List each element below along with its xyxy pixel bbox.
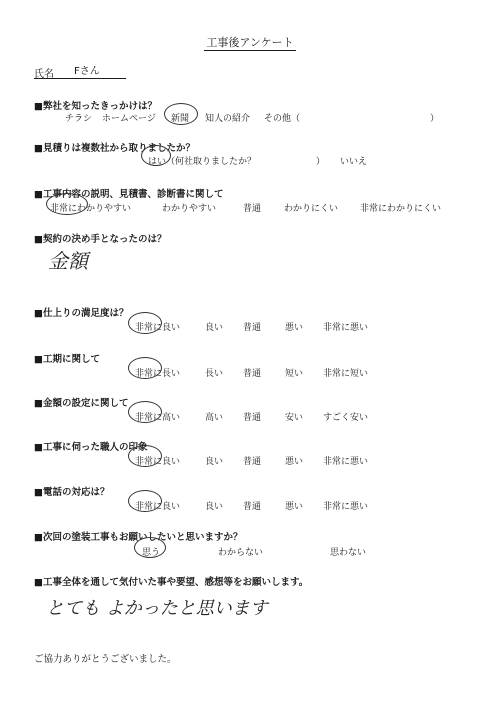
option-1[interactable]: 非常にわかりやすい: [50, 204, 132, 214]
option-1[interactable]: 非常に高い: [135, 413, 181, 423]
option-3[interactable]: 普通: [243, 457, 262, 467]
option-1[interactable]: 非常に長い: [135, 369, 181, 379]
closing-message: ご協力ありがとうございました。: [34, 654, 177, 665]
option-5[interactable]: 非常に悪い: [323, 323, 369, 333]
selection-circle: [128, 357, 162, 379]
option-2[interactable]: 良い: [205, 457, 224, 467]
option-other-close: ）: [430, 114, 440, 124]
option-no[interactable]: いいえ: [340, 157, 368, 167]
question-referral: ■弊社を知ったきっかけは？: [34, 101, 157, 112]
option-no[interactable]: 思わない: [330, 548, 367, 558]
option-3[interactable]: 普通: [243, 502, 262, 512]
selection-circle: [128, 445, 162, 467]
option-3[interactable]: 普通: [243, 323, 262, 333]
question-next-time: ■次回の塗装工事もお願いしたいと思いますか？: [34, 532, 243, 543]
option-homepage[interactable]: ホームページ: [102, 114, 156, 124]
selection-circle: [46, 193, 88, 215]
option-1[interactable]: 非常に良い: [135, 502, 181, 512]
selection-circle: [164, 103, 198, 125]
option-newspaper[interactable]: 新聞: [171, 114, 190, 124]
question-estimates: ■見積りは複数社から取りましたか？: [34, 143, 195, 154]
option-4[interactable]: 安い: [285, 413, 304, 423]
question-phone: ■電話の対応は？: [34, 487, 110, 498]
option-yes-close: ）: [316, 157, 326, 167]
option-3[interactable]: 普通: [243, 413, 262, 423]
question-deciding-factor: ■契約の決め手となったのは？: [34, 234, 167, 245]
question-explanation: ■工事内容の説明、見積書、診断書に関して: [34, 189, 224, 200]
option-other[interactable]: その他（: [264, 114, 301, 124]
option-5[interactable]: 非常に短い: [323, 369, 369, 379]
option-3[interactable]: 普通: [243, 369, 262, 379]
option-2[interactable]: 良い: [205, 502, 224, 512]
option-2[interactable]: わかりやすい: [162, 204, 217, 214]
name-label: 氏名: [34, 69, 54, 80]
name-underline: [34, 78, 126, 79]
option-2[interactable]: 高い: [205, 413, 224, 423]
option-unsure[interactable]: わからない: [218, 548, 264, 558]
selection-circle: [134, 537, 166, 558]
question-price: ■金額の設定に関して: [34, 398, 129, 409]
option-yes[interactable]: 思う: [142, 548, 161, 558]
survey-title-text: 工事後アンケート: [206, 36, 294, 49]
selection-circle: [128, 490, 162, 512]
option-referral[interactable]: 知人の紹介: [205, 114, 251, 124]
option-3[interactable]: 普通: [243, 204, 262, 214]
option-4[interactable]: 短い: [285, 369, 304, 379]
option-5[interactable]: 非常に悪い: [323, 502, 369, 512]
option-yes[interactable]: はい（何社取りましたか？: [148, 157, 257, 167]
selection-circle: [128, 401, 162, 423]
survey-title: [0, 34, 500, 50]
question-comments: ■工事全体を通して気付いた事や要望、感想等をお願いします。: [34, 577, 309, 588]
option-1[interactable]: 非常に良い: [135, 323, 181, 333]
question-duration: ■工期に関して: [34, 354, 100, 365]
option-4[interactable]: 悪い: [285, 323, 304, 333]
option-5[interactable]: 非常にわかりにくい: [360, 204, 442, 214]
selection-circle: [128, 312, 162, 334]
option-flyer[interactable]: チラシ: [65, 114, 93, 124]
option-4[interactable]: 悪い: [285, 457, 304, 467]
question-satisfaction: ■仕上りの満足度は？: [34, 308, 129, 319]
question-craftsman: ■工事に伺った職人の印象: [34, 442, 148, 453]
handwritten-answer: 金額: [48, 249, 88, 273]
option-2[interactable]: 長い: [205, 369, 224, 379]
option-4[interactable]: わかりにくい: [284, 204, 339, 214]
handwritten-comment: とても よかったと思います: [46, 598, 268, 619]
option-1[interactable]: 非常に良い: [135, 457, 181, 467]
name-value: Fさん: [74, 66, 100, 77]
name-row: [34, 62, 134, 78]
option-5[interactable]: すごく安い: [323, 413, 369, 423]
option-2[interactable]: 良い: [205, 323, 224, 333]
selection-circle: [141, 145, 171, 166]
option-4[interactable]: 悪い: [285, 502, 304, 512]
option-5[interactable]: 非常に悪い: [323, 457, 369, 467]
